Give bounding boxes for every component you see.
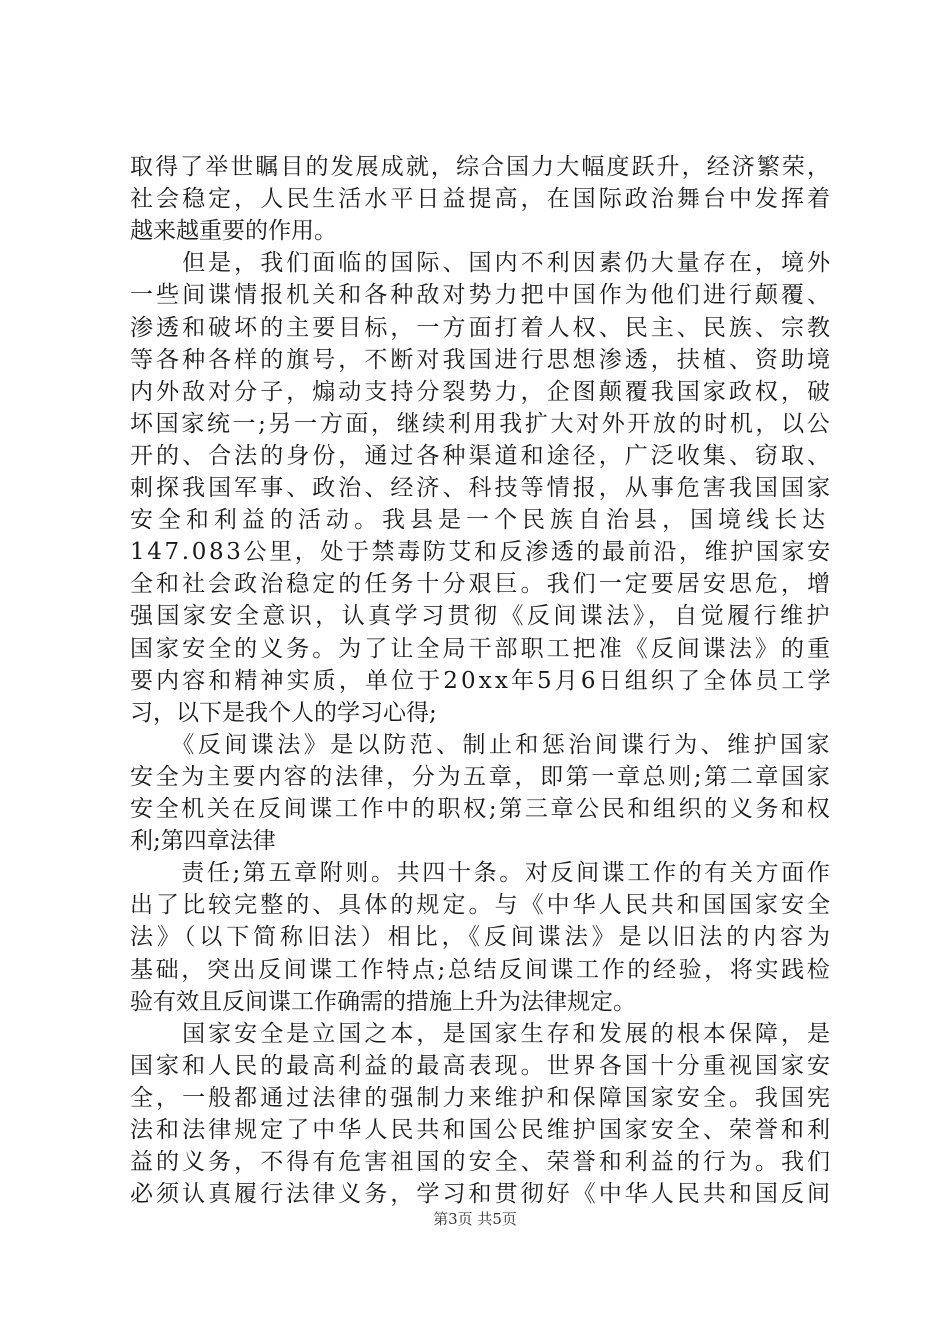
text-line: 责任;第五章附则。共四十条。对反间谍工作的有关方面作 bbox=[130, 860, 833, 887]
text-line: 验有效且反间谍工作确需的措施上升为法律规定。 bbox=[130, 988, 636, 1015]
text-line: 但是，我们面临的国际、国内不利因素仍大量存在，境外 bbox=[130, 250, 834, 277]
text-line: 社会稳定，人民生活水平日益提高，在国际政治舞台中发挥着 bbox=[130, 186, 834, 213]
text-line: 安全和利益的活动。我县是一个民族自治县，国境线长达 bbox=[130, 507, 831, 534]
text-line: 全，一般都通过法律的强制力来维护和保障国家安全。我国宪 bbox=[130, 1084, 834, 1111]
page-footer: 第3页 共5页 bbox=[433, 1210, 517, 1228]
text-line: 147.083公里，处于禁毒防艾和反渗透的最前沿，维护国家安 bbox=[130, 539, 833, 566]
text-line: 越来越重要的作用。 bbox=[130, 218, 337, 245]
text-line: 一些间谍情报机关和各种敌对势力把中国作为他们进行颠覆、 bbox=[130, 282, 834, 309]
text-line: 坏国家统一;另一方面，继续利用我扩大对外开放的时机，以公 bbox=[130, 410, 833, 437]
text-line: 强国家安全意识，认真学习贯彻《反间谍法》，自觉履行维护 bbox=[130, 603, 833, 630]
text-line: 法和法律规定了中华人民共和国公民维护国家安全、荣誉和利 bbox=[130, 1117, 834, 1143]
text-line: 法》（以下简称旧法）相比，《反间谍法》是以旧法的内容为 bbox=[130, 924, 834, 951]
text-line: 利;第四章法律 bbox=[130, 828, 276, 855]
text-line: 内外敌对分子，煽动支持分裂势力，企图颠覆我国家政权，破 bbox=[130, 378, 834, 405]
text-line: 刺探我国军事、政治、经济、科技等情报，从事危害我国国家 bbox=[130, 475, 834, 501]
text-line: 基础，突出反间谍工作特点;总结反间谍工作的经验，将实践检 bbox=[130, 956, 833, 983]
text-line: 国家和人民的最高利益的最高表现。世界各国十分重视国家安 bbox=[130, 1052, 834, 1079]
text-line: 取得了举世瞩目的发展成就，综合国力大幅度跃升，经济繁荣， bbox=[130, 154, 833, 180]
text-line: 国家安全的义务。为了让全局干部职工把准《反间谍法》的重 bbox=[130, 635, 834, 662]
text-line: 全和社会政治稳定的任务十分艰巨。我们一定要居安思危，增 bbox=[130, 571, 834, 598]
text-line: 要内容和精神实质，单位于20xx年5月6日组织了全体员工学 bbox=[130, 667, 834, 694]
text-line: 渗透和破坏的主要目标，一方面打着人权、民主、民族、宗教 bbox=[130, 314, 834, 341]
text-line: 开的、合法的身份，通过各种渠道和途径，广泛收集、窃取、 bbox=[130, 442, 834, 469]
text-line: 安全为主要内容的法律，分为五章，即第一章总则;第二章国家 bbox=[130, 763, 833, 790]
text-line: 益的义务，不得有危害祖国的安全、荣誉和利益的行为。我们 bbox=[130, 1149, 834, 1176]
text-line: 国家安全是立国之本，是国家生存和发展的根本保障，是 bbox=[130, 1020, 834, 1047]
text-line: 等各种各样的旗号，不断对我国进行思想渗透，扶植、资助境 bbox=[130, 346, 834, 373]
text-line: 出了比较完整的、具体的规定。与《中华人民共和国国家安全 bbox=[130, 892, 834, 919]
text-line: 必须认真履行法律义务，学习和贯彻好《中华人民共和国反间 bbox=[130, 1181, 834, 1208]
text-line: 《反间谍法》是以防范、制止和惩治间谍行为、维护国家 bbox=[130, 731, 833, 758]
text-line: 安全机关在反间谍工作中的职权;第三章公民和组织的义务和权 bbox=[130, 796, 833, 822]
text-line: 习，以下是我个人的学习心得; bbox=[130, 699, 437, 726]
